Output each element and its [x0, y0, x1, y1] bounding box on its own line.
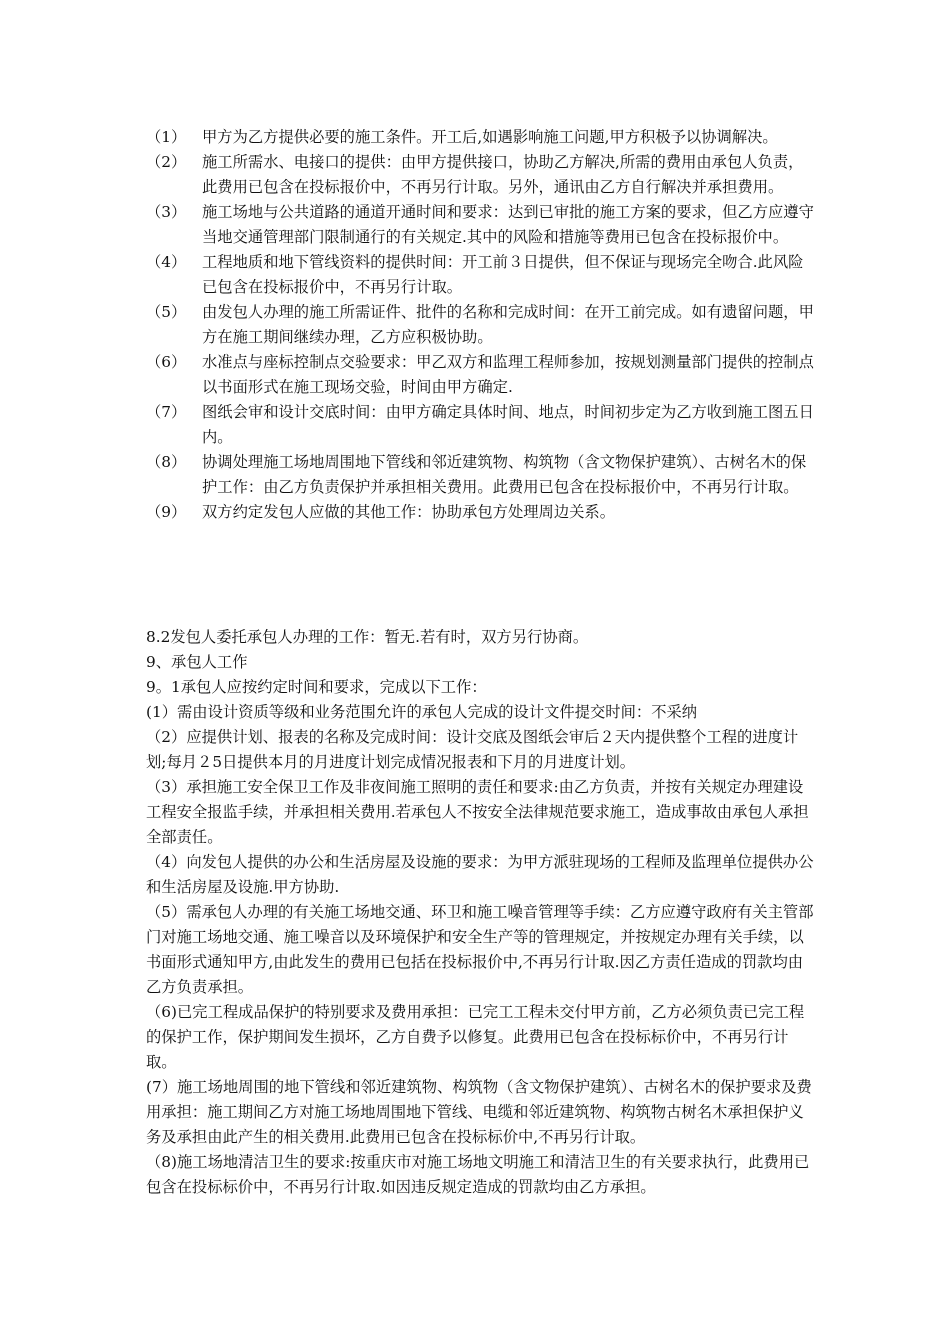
paragraph-item: (1）需由设计资质等级和业务范围允许的承包人完成的设计文件提交时间：不采纳: [146, 703, 698, 721]
clause-number: （2）: [146, 153, 187, 171]
clause-number: （1）: [146, 128, 187, 146]
paragraph-item: （6)已完工程成品保护的特别要求及费用承担：已完工工程未交付甲方前，乙方必须负责已完工程的保护工作，保护期间发生损坏，乙方自费予以修复。此费用已包含在投标标价中，不再另行计取。: [146, 1003, 805, 1071]
paragraph-8-2: 8.2发包人委托承包人办理的工作：暂无.若有时，双方另行协商。: [146, 628, 589, 646]
clause-text: 水准点与座标控制点交验要求：甲乙双方和监理工程师参加，按规划测量部门提供的控制点以书面形式在施工现场交验，时间由甲方确定.: [202, 353, 814, 396]
clause-number: （7）: [146, 403, 187, 421]
clause-item: [146, 250, 814, 300]
clause-list-8-1: [146, 125, 814, 525]
clause-text: 由发包人办理的施工所需证件、批件的名称和完成时间：在开工前完成。如有遗留问题，甲方在施工期间继续办理，乙方应积极协助。: [202, 303, 814, 346]
section-heading-9: 9、承包人工作: [146, 653, 248, 671]
clause-number: （9）: [146, 503, 187, 521]
clause-item: [146, 400, 814, 450]
clause-text: 图纸会审和设计交底时间：由甲方确定具体时间、地点，时间初步定为乙方收到施工图五日内。: [202, 403, 814, 446]
clause-item: [146, 150, 814, 200]
body-text: [146, 625, 814, 1200]
clause-text: 协调处理施工场地周围地下管线和邻近建筑物、构筑物（含文物保护建筑）、古树名木的保护工作：由乙方负责保护并承担相关费用。此费用已包含在投标报价中，不再另行计取。: [202, 453, 807, 496]
clause-text: 施工场地与公共道路的通道开通时间和要求：达到已审批的施工方案的要求，但乙方应遵守当地交通管理部门限制通行的有关规定.其中的风险和措施等费用已包含在投标报价中。: [202, 203, 814, 246]
clause-text: 双方约定发包人应做的其他工作：协助承包方处理周边关系。: [202, 503, 616, 521]
paragraph-item: （2）应提供计划、报表的名称及完成时间：设计交底及图纸会审后２天内提供整个工程的进度计划;每月２5日提供本月的月进度计划完成情况报表和下月的月进度计划。: [146, 728, 799, 771]
paragraph-item: （3）承担施工安全保卫工作及非夜间施工照明的责任和要求:由乙方负责，并按有关规定办理建设工程安全报监手续，并承担相关费用.若承包人不按安全法律规范要求施工，造成事故由承包人承担全部责任。: [146, 778, 809, 846]
paragraph-item: （4）向发包人提供的办公和生活房屋及设施的要求：为甲方派驻现场的工程师及监理单位提供办公和生活房屋及设施.甲方协助.: [146, 853, 814, 896]
clause-item: [146, 450, 814, 500]
clause-item: [146, 125, 814, 150]
clause-item: [146, 350, 814, 400]
paragraph-item: （8)施工场地清洁卫生的要求:按重庆市对施工场地文明施工和清洁卫生的有关要求执行，此费用已包含在投标标价中，不再另行计取.如因违反规定造成的罚款均由乙方承担。: [146, 1153, 810, 1196]
clause-item: [146, 500, 814, 525]
clause-number: （3）: [146, 203, 187, 221]
clause-item: [146, 200, 814, 250]
paragraph-9-1: 9。1承包人应按约定时间和要求，完成以下工作：: [146, 678, 487, 696]
clause-number: （4）: [146, 253, 187, 271]
clause-number: （6）: [146, 353, 187, 371]
paragraph-item: (7）施工场地周围的地下管线和邻近建筑物、构筑物（含文物保护建筑）、古树名木的保护要求及费用承担：施工期间乙方对施工场地周围地下管线、电缆和邻近建筑物、构筑物古树名木承担保护义务及承担由此产生的相关费用.此费用已包含在投标标价中,不再另行计取。: [146, 1078, 812, 1146]
paragraph-item: （5）需承包人办理的有关施工场地交通、环卫和施工噪音管理等手续：乙方应遵守政府有关主管部门对施工场地交通、施工噪音以及环境保护和安全生产等的管理规定，并按规定办理有关手续，以书面形式通知甲方,由此发生的费用已包括在投标报价中,不再另行计取.因乙方责任造成的罚款均由乙方负责承担。: [146, 903, 814, 996]
clause-item: [146, 300, 814, 350]
clause-text: 施工所需水、电接口的提供：由甲方提供接口，协助乙方解决,所需的费用由承包人负责，此费用已包含在投标报价中，不再另行计取。另外，通讯由乙方自行解决并承担费用。: [202, 153, 804, 196]
clause-text: 甲方为乙方提供必要的施工条件。开工后,如遇影响施工问题,甲方积极予以协调解决。: [202, 128, 778, 146]
clause-text: 工程地质和地下管线资料的提供时间：开工前３日提供，但不保证与现场完全吻合.此风险已包含在投标报价中，不再另行计取。: [202, 253, 804, 296]
clause-number: （5）: [146, 303, 187, 321]
clause-number: （8）: [146, 453, 187, 471]
